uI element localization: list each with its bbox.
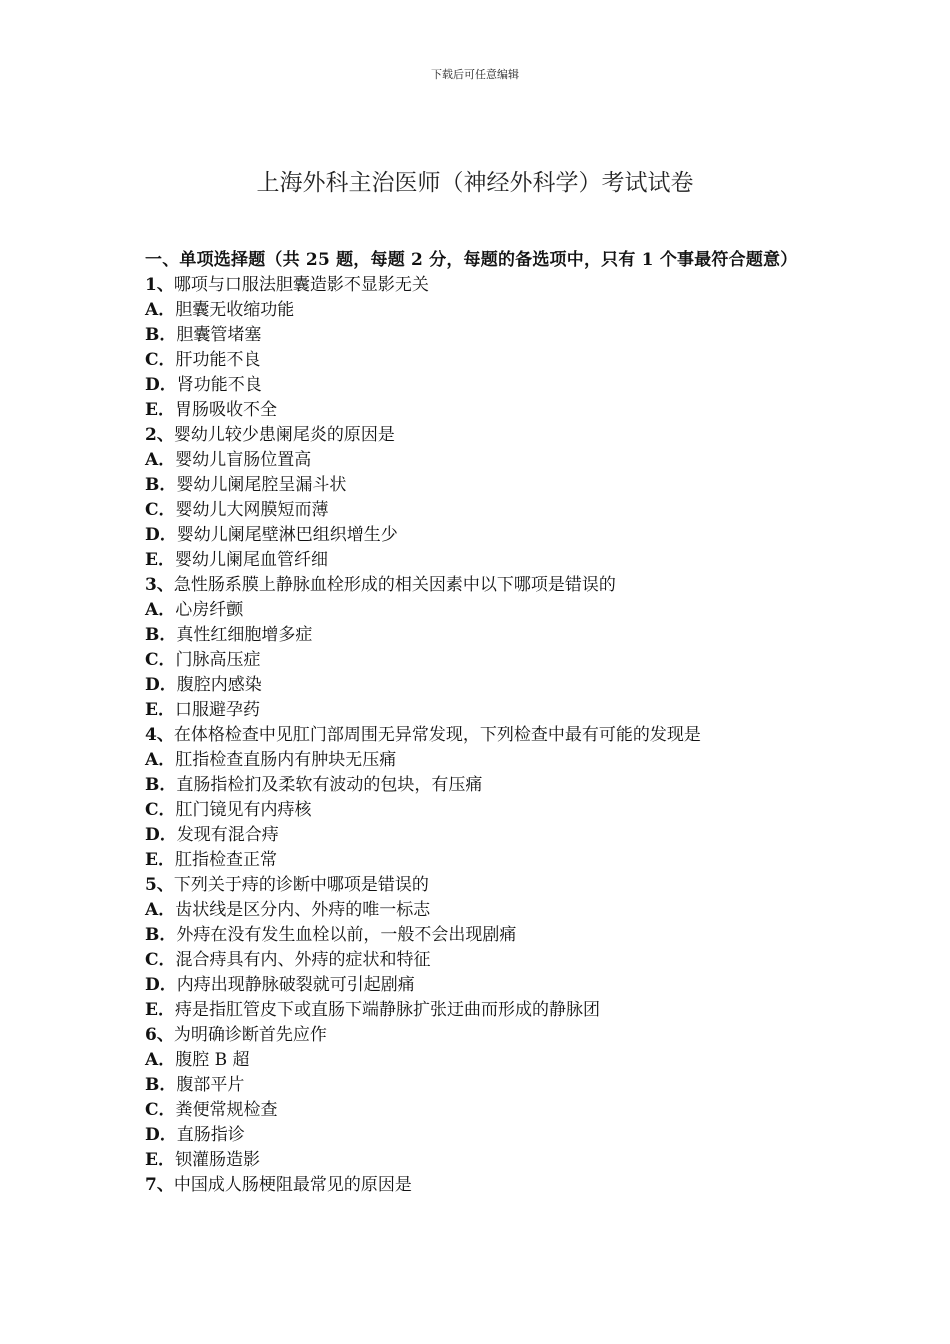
question-text: 哪项与口服法胆囊造影不显影无关: [173, 275, 429, 295]
option-text: 外痔在没有发生血栓以前，一般不会出现剧痛: [176, 925, 517, 945]
option-text: 直肠指检扪及柔软有波动的包块，有压痛: [176, 775, 483, 795]
option-2-2: [145, 473, 815, 498]
option-label: B．: [145, 625, 177, 645]
option-label: D．: [145, 975, 177, 995]
option-6-1: [145, 1048, 815, 1073]
question-4: [145, 723, 815, 748]
question-2: [145, 423, 815, 448]
option-text: 肛指检查正常: [174, 850, 277, 870]
option-text: 胆囊无收缩功能: [175, 300, 295, 320]
option-label: E．: [145, 1150, 175, 1170]
question-7: [145, 1173, 815, 1198]
option-3-4: [145, 673, 815, 698]
question-number: 4、: [145, 725, 174, 745]
option-label: D．: [145, 375, 177, 395]
question-6: [145, 1023, 815, 1048]
option-text: 婴幼儿阑尾腔呈漏斗状: [176, 475, 347, 495]
option-4-4: [145, 823, 815, 848]
option-5-2: [145, 923, 815, 948]
option-label: D．: [145, 1125, 177, 1145]
question-number: 5、: [145, 875, 174, 895]
option-text: 婴幼儿阑尾壁淋巴组织增生少: [176, 525, 398, 545]
question-text: 婴幼儿较少患阑尾炎的原因是: [173, 425, 395, 445]
question-text: 下列关于痔的诊断中哪项是错误的: [173, 875, 429, 895]
option-2-4: [145, 523, 815, 548]
document-title: 上海外科主治医师（神经外科学）考试试卷: [256, 170, 694, 197]
option-label: B．: [145, 325, 177, 345]
question-1: [145, 273, 815, 298]
option-text: 肝功能不良: [175, 350, 261, 370]
option-text: 胃肠吸收不全: [174, 400, 277, 420]
option-text: 婴幼儿盲肠位置高: [175, 450, 312, 470]
option-label: A．: [145, 300, 176, 320]
option-1-2: [145, 323, 815, 348]
option-3-3: [145, 648, 815, 673]
option-5-5: [145, 998, 815, 1023]
option-label: B．: [145, 1075, 177, 1095]
question-number: 3、: [145, 575, 174, 595]
option-label: B．: [145, 475, 177, 495]
option-label: E．: [145, 400, 175, 420]
section-heading: 一、单项选择题（共 25 题，每题 2 分，每题的备选项中，只有 1 个事最符合题意）: [145, 250, 798, 270]
option-text: 内痔出现静脉破裂就可引起剧痛: [176, 975, 415, 995]
option-text: 口服避孕药: [174, 700, 260, 720]
question-text: 急性肠系膜上静脉血栓形成的相关因素中以下哪项是错误的: [173, 575, 616, 595]
option-text: 齿状线是区分内、外痔的唯一标志: [175, 900, 431, 920]
option-label: C．: [145, 650, 176, 670]
question-5: [145, 873, 815, 898]
option-label: A．: [145, 1050, 176, 1070]
option-text: 腹部平片: [176, 1075, 245, 1095]
option-label: C．: [145, 1100, 176, 1120]
question-text: 在体格检查中见肛门部周围无异常发现，下列检查中最有可能的发现是: [173, 725, 701, 745]
question-text: 为明确诊断首先应作: [173, 1025, 327, 1045]
option-2-3: [145, 498, 815, 523]
option-5-3: [145, 948, 815, 973]
option-1-5: [145, 398, 815, 423]
option-3-5: [145, 698, 815, 723]
question-3: [145, 573, 815, 598]
option-label: C．: [145, 500, 176, 520]
option-1-4: [145, 373, 815, 398]
option-label: C．: [145, 350, 176, 370]
option-6-2: [145, 1073, 815, 1098]
option-text: 真性红细胞增多症: [176, 625, 313, 645]
option-4-3: [145, 798, 815, 823]
option-4-1: [145, 748, 815, 773]
option-4-5: [145, 848, 815, 873]
exam-content: [145, 248, 815, 1198]
question-text: 中国成人肠梗阻最常见的原因是: [173, 1175, 412, 1195]
option-text: 发现有混合痔: [176, 825, 279, 845]
option-5-1: [145, 898, 815, 923]
option-text: 婴幼儿大网膜短而薄: [175, 500, 329, 520]
option-text: 心房纤颤: [175, 600, 244, 620]
option-label: D．: [145, 825, 177, 845]
option-label: D．: [145, 675, 177, 695]
question-list: [145, 273, 815, 1198]
option-label: E．: [145, 1000, 175, 1020]
option-label: D．: [145, 525, 177, 545]
option-6-4: [145, 1123, 815, 1148]
option-text: 肛指检查直肠内有肿块无压痛: [175, 750, 397, 770]
option-label: A．: [145, 750, 176, 770]
option-text: 粪便常规检查: [175, 1100, 278, 1120]
option-text: 钡灌肠造影: [174, 1150, 260, 1170]
option-3-1: [145, 598, 815, 623]
option-1-3: [145, 348, 815, 373]
option-label: A．: [145, 450, 176, 470]
option-6-5: [145, 1148, 815, 1173]
question-number: 7、: [145, 1175, 174, 1195]
option-text: 腹腔 B 超: [175, 1050, 250, 1070]
option-text: 肛门镜见有内痔核: [175, 800, 312, 820]
option-text: 胆囊管堵塞: [176, 325, 262, 345]
option-label: C．: [145, 950, 176, 970]
option-text: 混合痔具有内、外痔的症状和特征: [175, 950, 431, 970]
option-label: B．: [145, 925, 177, 945]
option-2-1: [145, 448, 815, 473]
option-3-2: [145, 623, 815, 648]
question-number: 6、: [145, 1025, 174, 1045]
header-note: 下载后可任意编辑: [431, 68, 519, 81]
option-label: C．: [145, 800, 176, 820]
option-6-3: [145, 1098, 815, 1123]
option-label: E．: [145, 850, 175, 870]
option-1-1: [145, 298, 815, 323]
question-number: 2、: [145, 425, 174, 445]
option-text: 门脉高压症: [175, 650, 261, 670]
option-label: B．: [145, 775, 177, 795]
option-label: A．: [145, 600, 176, 620]
option-2-5: [145, 548, 815, 573]
option-text: 婴幼儿阑尾血管纤细: [174, 550, 328, 570]
option-5-4: [145, 973, 815, 998]
option-label: E．: [145, 550, 175, 570]
option-text: 痔是指肛管皮下或直肠下端静脉扩张迂曲而形成的静脉团: [174, 1000, 600, 1020]
option-text: 直肠指诊: [176, 1125, 245, 1145]
option-4-2: [145, 773, 815, 798]
option-text: 腹腔内感染: [176, 675, 262, 695]
option-label: A．: [145, 900, 176, 920]
option-label: E．: [145, 700, 175, 720]
option-text: 肾功能不良: [176, 375, 262, 395]
question-number: 1、: [145, 275, 174, 295]
